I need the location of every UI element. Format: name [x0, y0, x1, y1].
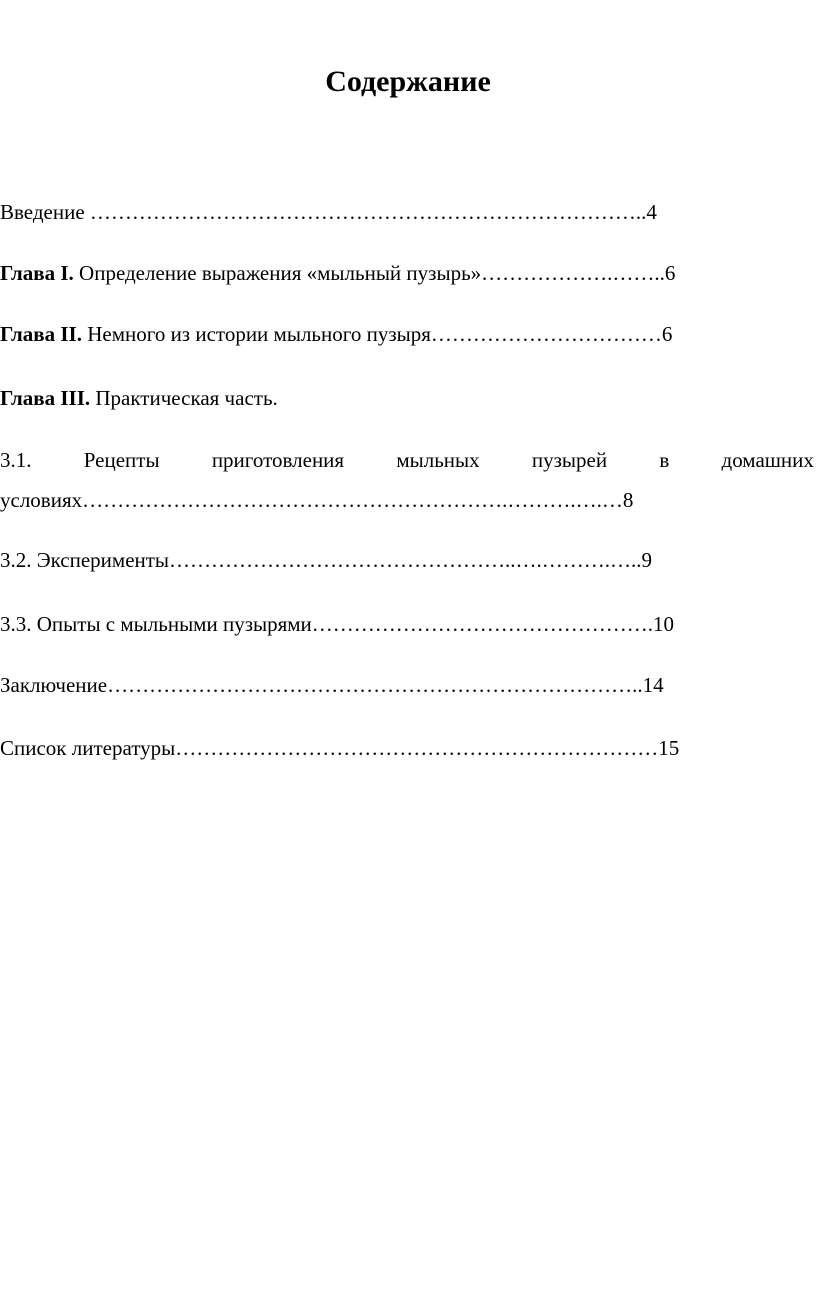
toc-entry-text: Введение ……………………………………………………………………..4	[0, 200, 657, 224]
toc-entry-conclusion	[0, 671, 816, 699]
toc-entry-text: условиях…………………………………………………….……….….…8	[0, 488, 634, 512]
toc-entry-text: 3.2. Эксперименты…………………………………………..….……….…..9	[0, 548, 653, 572]
toc-entry-text: 3.3. Опыты с мыльными пузырями………………………………………….10	[0, 612, 675, 636]
toc-entry-bibliography	[0, 734, 816, 762]
toc-entry-chapter-1	[0, 259, 816, 287]
toc-word: мыльных	[396, 448, 480, 472]
toc-chapter-label: Глава II.	[0, 322, 82, 346]
toc-word: приготовления	[211, 448, 345, 472]
toc-entry-introduction	[0, 198, 816, 226]
toc-entry-chapter-3	[0, 384, 816, 412]
toc-word: домашних	[721, 448, 814, 472]
toc-word: 3.1.	[0, 448, 32, 472]
page-title: Содержание	[325, 65, 491, 98]
toc-word: в	[659, 448, 670, 472]
toc-word: пузырей	[531, 448, 608, 472]
toc-chapter-label: Глава III.	[0, 386, 91, 410]
toc-entry-text: Заключение…………………………………………………………………..14	[0, 673, 664, 697]
toc-entry-text: Список литературы……………………………………………………………15	[0, 736, 680, 760]
toc-entry-section-3-3	[0, 610, 816, 638]
toc-word: Рецепты	[83, 448, 160, 472]
toc-chapter-label: Глава I.	[0, 261, 74, 285]
toc-entry-section-3-1-first-line	[0, 446, 814, 474]
toc-entry-section-3-2	[0, 546, 816, 574]
toc-entry-chapter-2	[0, 320, 816, 348]
toc-entry-text: Определение выражения «мыльный пузырь»……………….……..6	[73, 261, 676, 285]
toc-entry-text: Немного из истории мыльного пузыря……………………………6	[81, 322, 673, 346]
toc-entry-text: Практическая часть.	[90, 386, 278, 410]
toc-entry-section-3-1-second-line	[0, 486, 816, 514]
